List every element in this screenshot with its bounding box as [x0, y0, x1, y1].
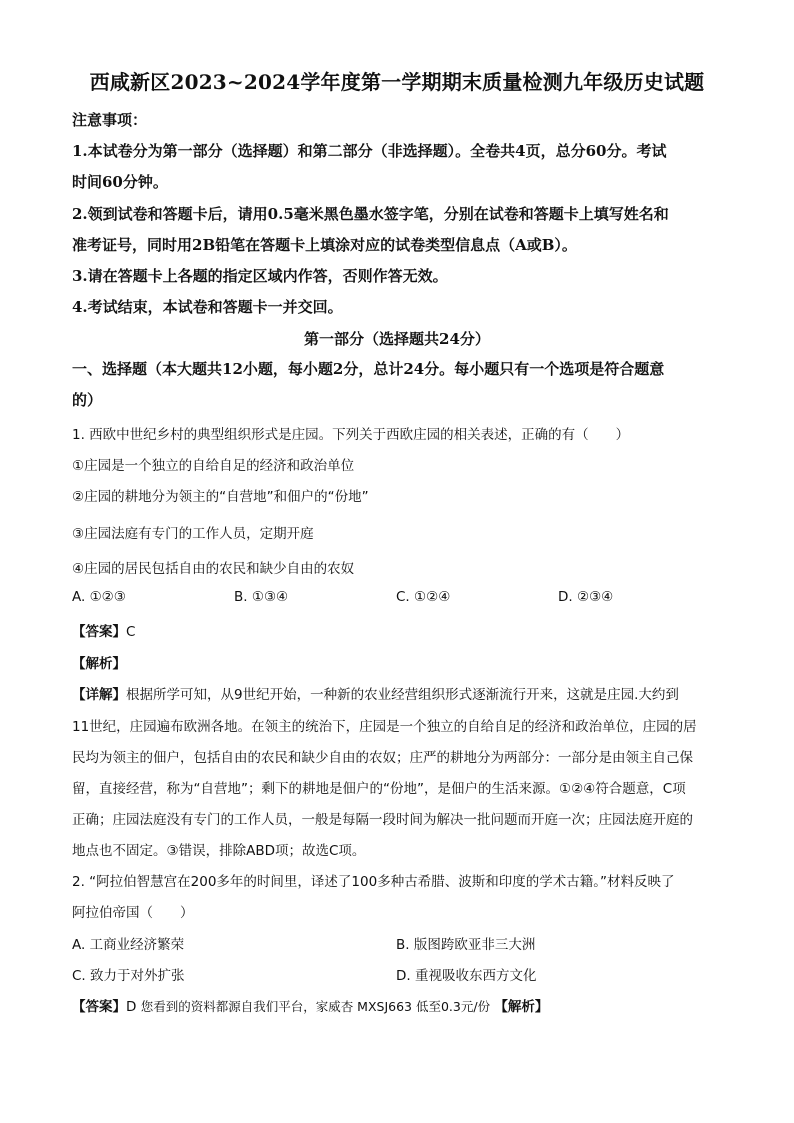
q1-detail-line: 正确；庄园法庭没有专门的工作人员，一般是每隔一段时间为解决一批问题而开庭一次；庄园法庭开庭的 — [72, 812, 693, 828]
q1-detail-line: 地点也不固定。③错误，排除ABD项；故选C项。 — [72, 843, 366, 859]
answer-value: C — [126, 624, 136, 640]
detail-text: 根据所学可知，从9世纪开始，一种新的农业经营组织形式逐渐流行开来，这就是庄园.大约到 — [126, 687, 679, 703]
part1-heading: 第一部分（选择题共24分） — [304, 330, 490, 348]
q2-option-b: B. 版图跨欧亚非三大洲 — [396, 937, 536, 953]
q1-option-a: A. ①②③ — [72, 589, 126, 605]
q1-statement: ①庄园是一个独立的自给自足的经济和政治单位 — [72, 458, 355, 474]
q2-option-d: D. 重视吸收东西方文化 — [396, 968, 537, 984]
q1-analysis-label: 【解析】 — [72, 656, 126, 672]
q1-detail-line: 民均为领主的佃户，包括自由的农民和缺少自由的农奴；庄严的耕地分为两部分：一部分是由领主自己保 — [72, 750, 693, 766]
q1-statement: ③庄园法庭有专门的工作人员，定期开庭 — [72, 526, 314, 542]
notice-item: 1.本试卷分为第一部分（选择题）和第二部分（非选择题）。全卷共4页，总分60分。考试 — [72, 142, 667, 160]
q1-answer — [72, 620, 135, 640]
exam-title: 西咸新区2023~2024学年度第一学期期末质量检测九年级历史试题 — [89, 70, 705, 94]
q1-option-d: D. ②③④ — [558, 589, 614, 605]
q1-statement: ④庄园的居民包括自由的农民和缺少自由的农奴 — [72, 561, 355, 577]
q1-statement: ②庄园的耕地分为领主的“自营地”和佃户的“份地” — [72, 489, 369, 505]
q2-stem: 2. “阿拉伯智慧宫在200多年的时间里，译述了100多种古希腊、波斯和印度的学术古籍。”材料反映了 — [72, 874, 675, 890]
notice-heading: 注意事项： — [72, 111, 148, 129]
q2-answer — [72, 995, 548, 1015]
detail-label: 【详解】 — [72, 687, 126, 703]
q2-stem-cont: 阿拉伯帝国（ ） — [72, 905, 194, 921]
notice-item: 2.领到试卷和答题卡后，请用0.5毫米黑色墨水签字笔，分别在试卷和答题卡上填写姓名和 — [72, 205, 669, 223]
answer-value: D — [126, 999, 137, 1015]
answer-note: 您看到的资料都源自我们平台，家威杏 MXSJ663 低至0.3元/份 — [140, 999, 491, 1014]
answer-label: 【答案】 — [72, 624, 126, 640]
section1-heading-cont: 的） — [72, 391, 103, 409]
section1-heading: 一、选择题（本大题共12小题，每小题2分，总计24分。每小题只有一个选项是符合题意 — [72, 360, 665, 378]
q1-option-c: C. ①②④ — [396, 589, 451, 605]
notice-item: 时间60分钟。 — [72, 173, 168, 191]
analysis-label: 【解析】 — [494, 999, 549, 1015]
answer-label: 【答案】 — [72, 999, 126, 1015]
q1-detail-line: 11世纪，庄园遍布欧洲各地。在领主的统治下，庄园是一个独立的自给自足的经济和政治单位，庄园的居 — [72, 719, 697, 735]
q1-detail-line — [72, 683, 679, 703]
q1-stem: 1. 西欧中世纪乡村的典型组织形式是庄园。下列关于西欧庄园的相关表述，正确的有（ ） — [72, 427, 630, 443]
notice-item: 4.考试结束，本试卷和答题卡一并交回。 — [72, 298, 343, 316]
q1-detail-line: 留，直接经营，称为“自营地”；剩下的耕地是佃户的“份地”，是佃户的生活来源。①②④符合题意，C项 — [72, 781, 686, 797]
notice-item: 3.请在答题卡上各题的指定区域内作答，否则作答无效。 — [72, 267, 448, 285]
q1-option-b: B. ①③④ — [234, 589, 289, 605]
notice-item: 准考证号，同时用2B铅笔在答题卡上填涂对应的试卷类型信息点（A或B）。 — [72, 236, 577, 254]
q2-option-c: C. 致力于对外扩张 — [72, 968, 185, 984]
q2-option-a: A. 工商业经济繁荣 — [72, 937, 185, 953]
